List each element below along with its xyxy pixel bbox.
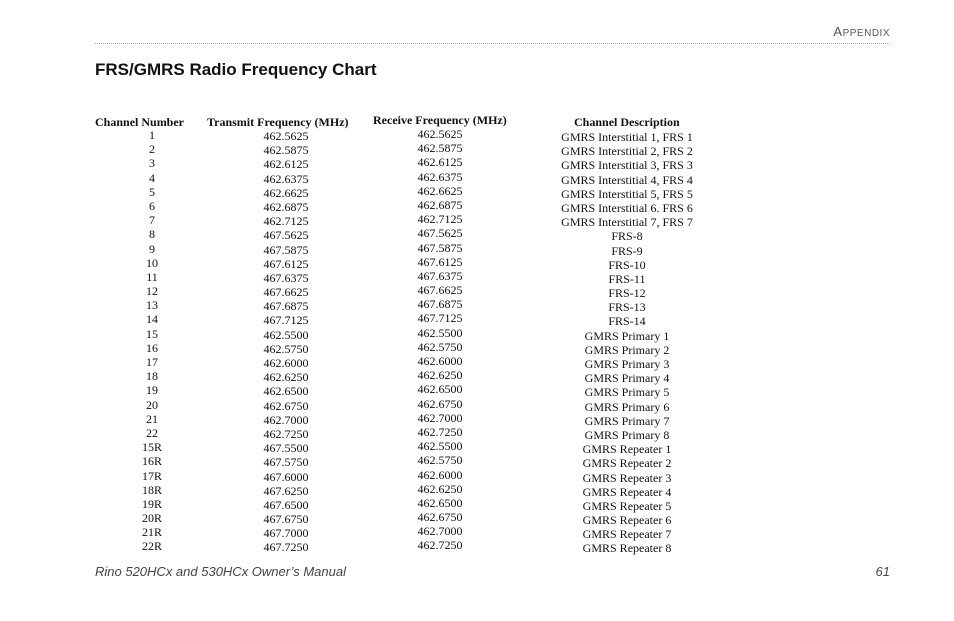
channel-number-cell: 8 (149, 227, 155, 242)
channel-description-cell: GMRS Interstitial 4, FRS 4 (561, 172, 693, 187)
channel-description-cell: GMRS Repeater 4 (582, 484, 672, 499)
channel-number-cell: 18R (141, 482, 162, 497)
channel-number-cell: 15 (146, 326, 158, 341)
receive-frequency-cell: 467.6125 (417, 254, 463, 269)
channel-number-cell: 16 (146, 340, 158, 355)
channel-number-cell: 11 (146, 269, 158, 284)
channel-number-cell: 5 (149, 184, 155, 199)
receive-frequency-cell: 462.6875 (417, 197, 463, 212)
channel-number-cell: 13 (146, 298, 158, 313)
receive-frequency-cell: 462.7000 (417, 410, 463, 425)
channel-number-cell: 9 (149, 241, 155, 256)
channel-number-cell: 19R (141, 496, 162, 511)
channel-description-cell: FRS-9 (611, 243, 643, 258)
receive-frequency-cell: 467.7125 (417, 311, 463, 326)
receive-frequency-cell: 462.5750 (417, 453, 463, 468)
transmit-frequency-cell: 462.5625 (263, 129, 309, 143)
channel-description-cell: FRS-13 (608, 300, 646, 315)
channel-description-cell: GMRS Primary 3 (584, 357, 670, 371)
channel-description-cell: GMRS Repeater 3 (582, 470, 672, 485)
description-column (548, 130, 706, 556)
transmit-column (254, 129, 318, 555)
channel-number-cell: 20 (146, 397, 158, 412)
receive-frequency-cell: 462.6125 (417, 155, 463, 170)
receive-column (408, 127, 472, 553)
transmit-frequency-cell: 467.6500 (263, 497, 309, 512)
transmit-frequency-cell: 467.6250 (263, 483, 309, 498)
receive-frequency-cell: 462.5500 (417, 325, 463, 340)
transmit-frequency-cell: 467.5500 (263, 441, 309, 456)
receive-frequency-cell: 462.6250 (417, 368, 463, 383)
channel-description-cell: GMRS Interstitial 3, FRS 3 (561, 158, 693, 173)
column-header-description: Channel Description (574, 115, 680, 129)
section-header-rest: PPENDIX (842, 28, 890, 39)
channel-description-cell: GMRS Primary 7 (584, 413, 670, 428)
transmit-frequency-cell: 462.6750 (263, 398, 309, 413)
transmit-frequency-cell: 467.5750 (263, 455, 309, 470)
channel-description-cell: GMRS Interstitial 7, FRS 7 (561, 215, 693, 230)
transmit-frequency-cell: 467.6125 (263, 256, 309, 271)
channel-number-cell: 21R (141, 525, 162, 540)
channel-number-cell: 4 (149, 170, 155, 185)
channel-number-cell: 21 (146, 411, 158, 426)
channel-number-cell: 17 (146, 355, 158, 369)
receive-frequency-cell: 462.5625 (417, 127, 463, 141)
page-number: 61 (875, 564, 890, 579)
channel-description-cell: GMRS Repeater 5 (582, 498, 672, 513)
channel-description-cell: GMRS Primary 2 (584, 342, 670, 357)
receive-frequency-cell: 462.6500 (417, 495, 463, 510)
transmit-frequency-cell: 462.6875 (263, 199, 309, 214)
receive-frequency-cell: 462.5750 (417, 339, 463, 354)
receive-frequency-cell: 462.5875 (417, 141, 463, 156)
transmit-frequency-cell: 462.7000 (263, 412, 309, 427)
receive-frequency-cell: 467.6625 (417, 283, 463, 298)
transmit-frequency-cell: 462.5750 (263, 341, 309, 356)
receive-frequency-cell: 467.5875 (417, 240, 463, 255)
channel-number-cell: 15R (141, 440, 162, 455)
channel-description-cell: GMRS Repeater 7 (582, 527, 672, 542)
channel-description-cell: GMRS Primary 1 (584, 328, 670, 343)
column-header-transmit: Transmit Frequency (MHz) (207, 115, 349, 129)
channel-description-cell: GMRS Interstitial 6. FRS 6 (561, 200, 693, 215)
receive-frequency-cell: 462.5500 (417, 439, 463, 454)
channel-number-cell: 14 (146, 312, 158, 327)
receive-frequency-cell: 467.6375 (417, 268, 463, 283)
manual-title: Rino 520HCx and 530HCx Owner’s Manual (95, 564, 346, 579)
channel-number-cell: 7 (149, 213, 155, 228)
channel-number-cell: 22 (146, 425, 158, 440)
channel-number-cell: 22R (141, 539, 162, 554)
receive-frequency-cell: 462.7250 (417, 538, 463, 553)
channel-number-cell: 19 (146, 383, 158, 398)
receive-frequency-cell: 462.7125 (417, 212, 463, 227)
receive-frequency-cell: 462.6750 (417, 510, 463, 525)
receive-frequency-cell: 462.6250 (417, 481, 463, 496)
transmit-frequency-cell: 467.6000 (263, 469, 309, 484)
channel-number-cell: 12 (146, 284, 158, 299)
channel-number-cell: 10 (146, 255, 158, 270)
channel-number-cell: 3 (149, 156, 155, 171)
transmit-frequency-cell: 462.7125 (263, 214, 309, 229)
channel-description-cell: FRS-10 (608, 257, 646, 272)
channel-number-cell: 2 (149, 142, 155, 157)
transmit-frequency-cell: 462.6625 (263, 185, 309, 200)
channel-description-cell: GMRS Repeater 2 (582, 456, 672, 471)
channel-description-cell: GMRS Primary 4 (584, 371, 670, 386)
channel-description-cell: GMRS Repeater 6 (582, 513, 672, 528)
receive-frequency-cell: 467.6875 (417, 297, 463, 312)
receive-frequency-cell: 462.6625 (417, 183, 463, 198)
column-header-channel: Channel Number (95, 115, 185, 129)
transmit-frequency-cell: 467.6375 (263, 270, 309, 285)
channel-description-cell: GMRS Repeater 8 (582, 541, 672, 556)
channel-column (128, 128, 176, 554)
channel-number-cell: 18 (146, 369, 158, 384)
channel-description-cell: FRS-8 (611, 229, 643, 244)
section-header-initial: A (833, 24, 843, 39)
channel-description-cell: GMRS Primary 8 (584, 427, 670, 442)
receive-frequency-cell: 462.6500 (417, 382, 463, 397)
transmit-frequency-cell: 467.6750 (263, 512, 309, 527)
channel-number-cell: 20R (141, 511, 162, 526)
transmit-frequency-cell: 467.7125 (263, 313, 309, 328)
receive-frequency-cell: 462.6000 (417, 354, 463, 368)
page-title: FRS/GMRS Radio Frequency Chart (95, 60, 377, 79)
channel-description-cell: GMRS Interstitial 2, FRS 2 (561, 144, 693, 159)
header-divider (95, 43, 890, 44)
transmit-frequency-cell: 462.5500 (263, 327, 309, 342)
transmit-frequency-cell: 462.6500 (263, 384, 309, 399)
receive-frequency-cell: 467.5625 (417, 226, 463, 241)
channel-number-cell: 17R (141, 468, 162, 483)
transmit-frequency-cell: 462.5875 (263, 143, 309, 158)
channel-number-cell: 16R (141, 454, 162, 469)
transmit-frequency-cell: 467.6625 (263, 285, 309, 300)
receive-frequency-cell: 462.6375 (417, 169, 463, 184)
transmit-frequency-cell: 467.7250 (263, 540, 309, 555)
column-header-receive: Receive Frequency (MHz) (373, 113, 507, 127)
transmit-frequency-cell: 462.6000 (263, 356, 309, 370)
transmit-frequency-cell: 462.7250 (263, 426, 309, 441)
transmit-frequency-cell: 467.5625 (263, 228, 309, 243)
channel-number-cell: 6 (149, 198, 155, 213)
channel-description-cell: FRS-11 (608, 271, 646, 286)
channel-description-cell: GMRS Primary 6 (584, 399, 670, 414)
channel-description-cell: GMRS Repeater 1 (582, 442, 672, 457)
receive-frequency-cell: 462.7250 (417, 424, 463, 439)
transmit-frequency-cell: 467.7000 (263, 526, 309, 541)
channel-description-cell: GMRS Interstitial 1, FRS 1 (561, 130, 693, 144)
transmit-frequency-cell: 462.6375 (263, 171, 309, 186)
receive-frequency-cell: 462.6000 (417, 467, 463, 482)
receive-frequency-cell: 462.6750 (417, 396, 463, 411)
transmit-frequency-cell: 467.6875 (263, 299, 309, 314)
transmit-frequency-cell: 462.6125 (263, 157, 309, 172)
receive-frequency-cell: 462.7000 (417, 524, 463, 539)
channel-description-cell: FRS-14 (608, 314, 646, 329)
channel-description-cell: GMRS Primary 5 (584, 385, 670, 400)
section-header (833, 24, 890, 39)
transmit-frequency-cell: 467.5875 (263, 242, 309, 257)
channel-description-cell: FRS-12 (608, 286, 646, 301)
channel-number-cell: 1 (149, 128, 155, 142)
channel-description-cell: GMRS Interstitial 5, FRS 5 (561, 186, 693, 201)
transmit-frequency-cell: 462.6250 (263, 370, 309, 385)
